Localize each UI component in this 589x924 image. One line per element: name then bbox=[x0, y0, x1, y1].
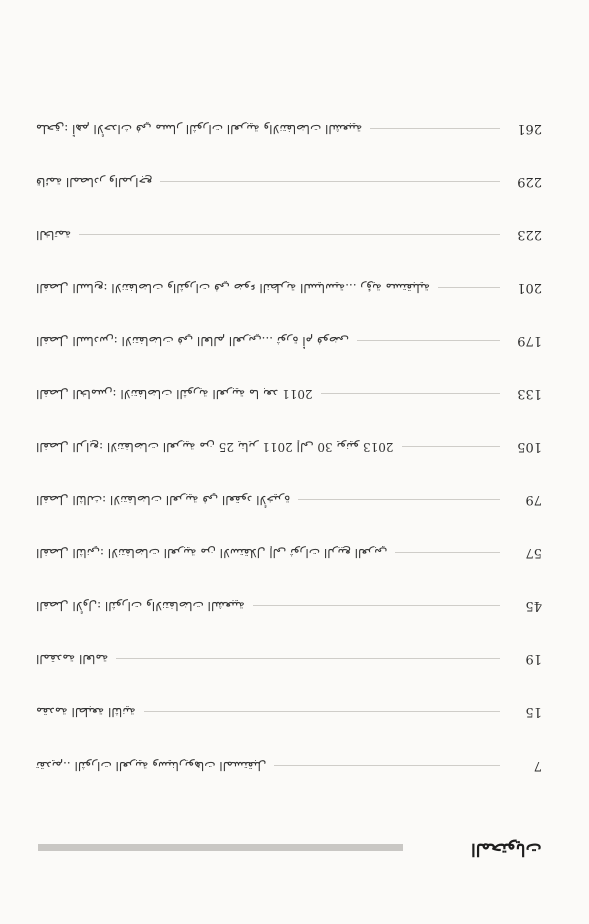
page-title: المحتويات bbox=[471, 839, 542, 859]
toc-entry-title: الخاتمة bbox=[36, 228, 72, 242]
toc-entry-title: الفصل السابع: الانتفاضات والثورات في ضوء النظرية السياسية... رؤية مستقبلية bbox=[36, 281, 431, 295]
toc-entry[interactable] bbox=[36, 595, 542, 617]
toc-entry[interactable] bbox=[36, 171, 542, 193]
toc-leader bbox=[438, 288, 500, 289]
toc-leader bbox=[357, 341, 500, 342]
toc-entry-page: 15 bbox=[525, 704, 542, 720]
toc-entry[interactable] bbox=[36, 489, 542, 511]
toc-entry-page: 133 bbox=[517, 386, 542, 402]
toc-entry-title: الفصل الرابع: الانتفاضات العربية من 25 يناير 2011 إلى 30 يونيو 2013 bbox=[36, 440, 394, 454]
toc-entry-title: الفصل الثاني: الانتفاضات العربية من الاستقلال إلى ثورات الربيع العربي bbox=[36, 546, 388, 560]
toc-entry[interactable] bbox=[36, 277, 542, 299]
toc-entry-page: 105 bbox=[517, 439, 542, 455]
toc-entry-title: الفصل السادس: الانتفاضات في العالم العربي... ثورة أم فوضى bbox=[36, 334, 349, 348]
toc-entry-page: 45 bbox=[525, 598, 542, 614]
toc-entry-page: 57 bbox=[525, 545, 542, 561]
toc-leader bbox=[370, 129, 500, 130]
toc-entry-title: قائمة المصادر والمراجع bbox=[36, 175, 153, 189]
toc-entry-title: تقديم.. الثورات العربية وسيناريوهات المستقبل bbox=[36, 759, 267, 773]
toc-entry[interactable] bbox=[36, 118, 542, 140]
toc-entry-title: الفصل الأول: الثورات والانتفاضات الشعبية bbox=[36, 599, 245, 613]
toc-entry-page: 223 bbox=[517, 227, 542, 243]
toc-entry[interactable] bbox=[36, 330, 542, 352]
toc-leader bbox=[274, 766, 500, 767]
toc-entry[interactable] bbox=[36, 542, 542, 564]
toc-entry[interactable] bbox=[36, 383, 542, 405]
toc-entry-title: الفصل الخامس: الانتفاضات الثورية العربية ما بعد 2011 bbox=[36, 387, 313, 401]
toc-entry-page: 179 bbox=[517, 333, 542, 349]
toc-entry-page: 7 bbox=[533, 758, 542, 774]
toc-entry-page: 19 bbox=[525, 651, 542, 667]
toc-entry-page: 79 bbox=[525, 492, 542, 508]
toc-leader bbox=[395, 553, 500, 554]
toc-entry[interactable] bbox=[36, 224, 542, 246]
toc-leader bbox=[160, 182, 500, 183]
toc-entry-page: 261 bbox=[517, 121, 542, 137]
toc-leader bbox=[253, 606, 500, 607]
toc-leader bbox=[321, 394, 500, 395]
toc-entry[interactable] bbox=[36, 436, 542, 458]
toc-leader bbox=[402, 447, 500, 448]
toc-leader bbox=[144, 712, 500, 713]
toc-leader bbox=[79, 235, 500, 236]
toc-leader bbox=[298, 500, 500, 501]
toc-leader bbox=[116, 659, 500, 660]
toc-entry-title: الفصل الثالث: الانتفاضات العربية في العقود الأخيرة bbox=[36, 493, 291, 507]
toc-entry-title: ملحق: أهم الأحداث في مسار الثورات العربية والانتفاضات الشعبية bbox=[36, 122, 363, 136]
toc-entry-page: 201 bbox=[517, 280, 542, 296]
toc-entry[interactable] bbox=[36, 701, 542, 723]
toc-entry[interactable] bbox=[36, 755, 542, 777]
toc-entry-title: مقدمة الطبعة الثانية bbox=[36, 705, 136, 719]
toc-entry[interactable] bbox=[36, 648, 542, 670]
toc-entry-title: المقدمة العامة bbox=[36, 652, 109, 666]
toc-entry-page: 229 bbox=[517, 174, 542, 190]
